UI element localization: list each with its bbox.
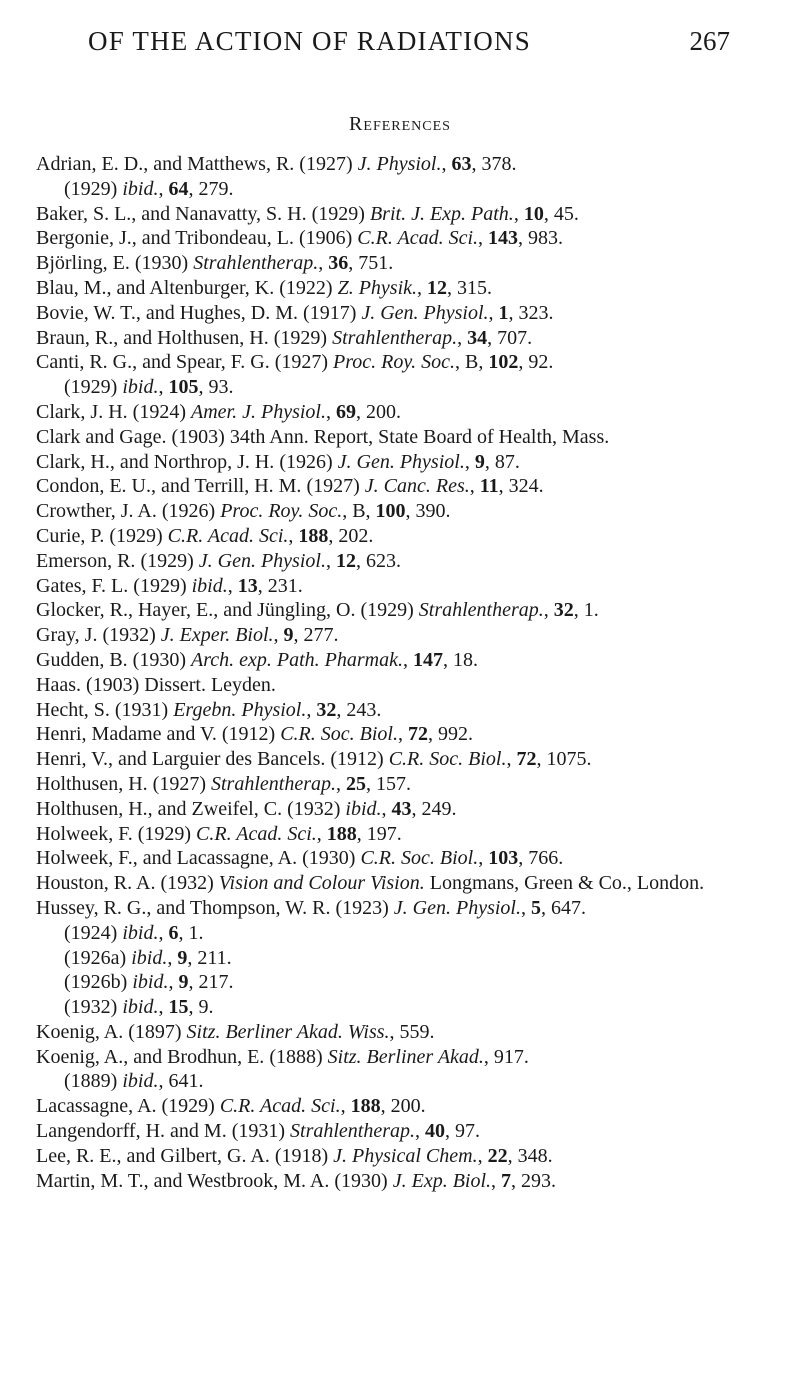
- reference-year: (1929): [140, 549, 194, 572]
- reference-entry: Haas. (1903) Dissert. Leyden.: [36, 673, 276, 696]
- reference-year: (1927): [274, 351, 329, 374]
- reference-volume: 32: [553, 599, 574, 622]
- reference-year: (1888): [269, 1045, 323, 1068]
- reference-year: (1912): [221, 723, 276, 746]
- reference-author: Canti, R. G., and Spear, F. G.: [36, 351, 270, 374]
- reference-journal: Proc. Roy. Soc.: [333, 351, 456, 374]
- page-number: 267: [689, 26, 730, 56]
- reference-entry: Holweek, F., and Lacassagne, A. (1930) C.R. Soc. Biol., 103, 766.: [36, 847, 564, 870]
- reference-year: (1929): [161, 1095, 215, 1118]
- reference-year: (1927): [306, 475, 360, 498]
- reference-author: Emerson, R.: [36, 549, 136, 572]
- reference-year: (1918): [274, 1144, 329, 1167]
- reference-year: (1926b): [64, 971, 128, 994]
- reference-entry: (1926a) ibid., 9, 211.: [64, 946, 232, 969]
- reference-journal: J. Exp. Biol.: [392, 1169, 492, 1192]
- reference-entry: Condon, E. U., and Terrill, H. M. (1927) J. Canc. Res., 11, 324.: [36, 475, 544, 498]
- reference-journal: J. Gen. Physiol.: [361, 301, 489, 324]
- reference-entry: Hecht, S. (1931) Ergebn. Physiol., 32, 243.: [36, 698, 382, 721]
- reference-volume: 143: [488, 227, 519, 250]
- reference-journal: ibid.: [191, 574, 228, 597]
- reference-entry: Martin, M. T., and Westbrook, M. A. (1930) J. Exp. Biol., 7, 293.: [36, 1169, 557, 1192]
- reference-author: Baker, S. L., and Nanavatty, S. H.: [36, 202, 307, 225]
- reference-year: (1923): [335, 896, 389, 919]
- reference-entry: Canti, R. G., and Spear, F. G. (1927) Proc. Roy. Soc., B, 102, 92.: [36, 351, 554, 374]
- reference-page: 324.: [508, 475, 544, 498]
- reference-author: Hecht, S.: [36, 698, 110, 721]
- reference-entry: (1926b) ibid., 9, 217.: [64, 971, 234, 994]
- reference-entry: Baker, S. L., and Nanavatty, S. H. (1929) Brit. J. Exp. Path., 10, 45.: [36, 202, 579, 225]
- reference-journal: J. Canc. Res.: [364, 475, 470, 498]
- reference-journal: ibid.: [122, 1070, 159, 1093]
- reference-page: 92.: [528, 351, 554, 374]
- reference-page: 751.: [358, 252, 394, 275]
- reference-year: (1932): [287, 797, 341, 820]
- reference-author: Curie, P.: [36, 524, 105, 547]
- reference-page: 641.: [168, 1070, 204, 1093]
- reference-volume: 43: [391, 797, 412, 820]
- reference-page: 97.: [455, 1120, 481, 1143]
- reference-page: 18.: [452, 648, 478, 671]
- reference-entry: (1924) ibid., 6, 1.: [64, 921, 204, 944]
- reference-volume: 12: [427, 276, 448, 299]
- reference-title: Vision and Colour Vision.: [218, 872, 425, 895]
- reference-year: (1930): [334, 1169, 388, 1192]
- reference-journal: J. Gen. Physiol.: [337, 450, 465, 473]
- reference-author: Gates, F. L.: [36, 574, 129, 597]
- reference-author: Björling, E.: [36, 252, 130, 275]
- reference-volume: 12: [335, 549, 356, 572]
- reference-page: 279.: [198, 177, 234, 200]
- reference-author: Clark, H., and Northrop, J. H.: [36, 450, 275, 473]
- reference-page: 623.: [365, 549, 401, 572]
- reference-year: (1897): [128, 1020, 182, 1043]
- reference-journal: Strahlentherap.: [211, 772, 336, 795]
- reference-year: (1929): [64, 376, 118, 399]
- reference-entry: Gates, F. L. (1929) ibid., 13, 231.: [36, 574, 303, 597]
- reference-entry: Langendorff, H. and M. (1931) Strahlentherap., 40, 97.: [36, 1120, 481, 1143]
- reference-journal: C.R. Soc. Biol.: [280, 723, 398, 746]
- reference-journal: C.R. Acad. Sci.: [196, 822, 317, 845]
- running-head: [0, 26, 800, 66]
- reference-entry: Bovie, W. T., and Hughes, D. M. (1917) J. Gen. Physiol., 1, 323.: [36, 301, 554, 324]
- reference-year: (1929): [137, 822, 192, 845]
- reference-entry: Clark and Gage. (1903) 34th Ann. Report, State Board of Health, Mass.: [36, 425, 610, 448]
- reference-entry: Clark, H., and Northrop, J. H. (1926) J. Gen. Physiol., 9, 87.: [36, 450, 520, 473]
- reference-page: 348.: [517, 1144, 553, 1167]
- reference-author: Martin, M. T., and Westbrook, M. A.: [36, 1169, 330, 1192]
- reference-journal: C.R. Soc. Biol.: [388, 748, 507, 771]
- reference-journal: ibid.: [131, 946, 168, 969]
- reference-year: (1930): [134, 252, 189, 275]
- reference-year: (1929): [109, 524, 163, 547]
- reference-page: 200.: [390, 1095, 426, 1118]
- reference-author: Koenig, A., and Brodhun, E.: [36, 1045, 265, 1068]
- reference-journal: Sitz. Berliner Akad.: [327, 1045, 484, 1068]
- reference-entry: Henri, V., and Larguier des Bancels. (1912) C.R. Soc. Biol., 72, 1075.: [36, 748, 592, 771]
- reference-year: (1926): [279, 450, 333, 473]
- reference-volume: 25: [346, 772, 366, 795]
- reference-volume: 103: [488, 847, 519, 870]
- reference-entry: Curie, P. (1929) C.R. Acad. Sci., 188, 202.: [36, 524, 374, 547]
- reference-volume: 11: [479, 475, 499, 498]
- reference-page: 93.: [208, 376, 234, 399]
- reference-page: 378.: [481, 153, 517, 175]
- reference-year: (1930): [302, 847, 356, 870]
- reference-entry: Holweek, F. (1929) C.R. Acad. Sci., 188, 197.: [36, 822, 402, 845]
- reference-journal: Ergebn. Physiol.: [173, 698, 307, 721]
- reference-volume: 105: [168, 376, 199, 399]
- reference-entry: (1932) ibid., 15, 9.: [64, 996, 214, 1019]
- reference-year: (1929): [311, 202, 365, 225]
- reference-year: (1926): [161, 500, 216, 523]
- reference-author: Henri, V., and Larguier des Bancels.: [36, 748, 326, 771]
- reference-entry: Holthusen, H. (1927) Strahlentherap., 25, 157.: [36, 772, 411, 795]
- reference-volume: 63: [451, 153, 472, 175]
- running-head-title: OF THE ACTION OF RADIATIONS: [88, 26, 531, 56]
- reference-journal: Proc. Roy. Soc.: [220, 500, 343, 523]
- reference-series: B,: [465, 351, 484, 374]
- reference-journal: J. Physiol.: [357, 153, 442, 175]
- reference-journal: ibid.: [122, 996, 159, 1019]
- reference-page: 707.: [497, 326, 533, 349]
- reference-author: Lee, R. E., and Gilbert, G. A.: [36, 1144, 270, 1167]
- reference-journal: Strahlentherap.: [193, 252, 319, 275]
- reference-volume: 22: [487, 1144, 508, 1167]
- reference-page: 917.: [493, 1045, 529, 1068]
- reference-volume: 10: [523, 202, 544, 225]
- reference-entry: Clark, J. H. (1924) Amer. J. Physiol., 69, 200.: [36, 400, 401, 423]
- reference-volume: 36: [328, 252, 349, 275]
- reference-journal: C.R. Acad. Sci.: [167, 524, 289, 547]
- reference-journal: ibid.: [132, 971, 169, 994]
- reference-year: (1931): [231, 1120, 286, 1143]
- reference-year: (1927): [152, 772, 206, 795]
- reference-author: Gudden, B.: [36, 648, 128, 671]
- reference-journal: Arch. exp. Path. Pharmak.: [191, 648, 403, 671]
- reference-author: Crowther, J. A.: [36, 500, 157, 523]
- reference-journal: J. Gen. Physiol.: [198, 549, 326, 572]
- reference-entry: Adrian, E. D., and Matthews, R. (1927) J. Physiol., 63, 378.: [36, 153, 517, 175]
- reference-journal: ibid.: [122, 921, 159, 944]
- reference-volume: 40: [425, 1120, 446, 1143]
- reference-journal: ibid.: [122, 376, 159, 399]
- reference-volume: 100: [375, 500, 406, 523]
- reference-page: 766.: [528, 847, 564, 870]
- reference-year: (1929): [360, 599, 414, 622]
- reference-author: Hussey, R. G., and Thompson, W. R.: [36, 896, 331, 919]
- reference-author: Bergonie, J., and Tribondeau, L.: [36, 227, 294, 250]
- reference-volume: 32: [316, 698, 337, 721]
- reference-author: Holweek, F.: [36, 822, 133, 845]
- reference-page: 211.: [197, 946, 232, 969]
- reference-year: (1922): [279, 276, 333, 299]
- reference-volume: 72: [516, 748, 537, 771]
- reference-entry: Gudden, B. (1930) Arch. exp. Path. Pharmak., 147, 18.: [36, 648, 478, 671]
- reference-page: 231.: [267, 574, 303, 597]
- reference-author: Clark, J. H.: [36, 400, 128, 423]
- reference-volume: 1: [498, 301, 509, 324]
- section-title: References: [349, 113, 451, 135]
- reference-entry: Koenig, A., and Brodhun, E. (1888) Sitz. Berliner Akad., 917.: [36, 1045, 529, 1068]
- reference-page: 249.: [421, 797, 457, 820]
- reference-author: Holthusen, H., and Zweifel, C.: [36, 797, 283, 820]
- reference-page: 277.: [303, 624, 339, 647]
- reference-volume: 9: [178, 971, 189, 994]
- reference-entry: Bergonie, J., and Tribondeau, L. (1906) C.R. Acad. Sci., 143, 983.: [36, 227, 564, 250]
- reference-year: (1932): [102, 624, 156, 647]
- reference-entry: Lee, R. E., and Gilbert, G. A. (1918) J. Physical Chem., 22, 348.: [36, 1144, 553, 1167]
- reference-journal: Strahlentherap.: [418, 599, 544, 622]
- reference-year: (1930): [132, 648, 186, 671]
- reference-journal: Strahlentherap.: [290, 1120, 416, 1143]
- reference-year: (1926a): [64, 946, 127, 969]
- reference-entry: (1929) ibid., 105, 93.: [64, 376, 234, 399]
- reference-volume: 9: [474, 450, 485, 473]
- reference-entry: Henri, Madame and V. (1912) C.R. Soc. Biol., 72, 992.: [36, 723, 473, 746]
- reference-volume: 6: [168, 921, 179, 944]
- reference-entry: Glocker, R., Hayer, E., and Jüngling, O. (1929) Strahlentherap., 32, 1.: [36, 599, 599, 622]
- reference-entry: Björling, E. (1930) Strahlentherap., 36, 751.: [36, 252, 394, 275]
- reference-year: (1906): [298, 227, 353, 250]
- reference-author: Langendorff, H. and M.: [36, 1120, 227, 1143]
- reference-volume: 69: [335, 400, 356, 423]
- reference-journal: J. Physical Chem.: [333, 1144, 478, 1167]
- reference-volume: 188: [350, 1095, 381, 1118]
- reference-entry: Lacassagne, A. (1929) C.R. Acad. Sci., 188, 200.: [36, 1095, 426, 1118]
- reference-page: 243.: [346, 698, 382, 721]
- reference-journal: ibid.: [345, 797, 382, 820]
- reference-journal: J. Gen. Physiol.: [393, 896, 521, 919]
- reference-page: 992.: [437, 723, 473, 746]
- reference-entry: Houston, R. A. (1932) Vision and Colour Vision. Longmans, Green & Co., London.: [36, 872, 705, 895]
- reference-year: (1931): [114, 698, 169, 721]
- reference-author: Holweek, F., and Lacassagne, A.: [36, 847, 298, 870]
- reference-entry: Gray, J. (1932) J. Exper. Biol., 9, 277.: [36, 624, 339, 647]
- reference-entry: (1929) ibid., 64, 279.: [64, 177, 234, 200]
- reference-journal: Z. Physik.: [337, 276, 418, 299]
- reference-journal: Sitz. Berliner Akad. Wiss.: [186, 1020, 390, 1043]
- reference-volume: 64: [168, 177, 189, 200]
- reference-entry: Braun, R., and Holthusen, H. (1929) Strahlentherap., 34, 707.: [36, 326, 533, 349]
- reference-author: Koenig, A.: [36, 1020, 124, 1043]
- reference-author: Adrian, E. D., and Matthews, R.: [36, 153, 295, 175]
- reference-page: 200.: [365, 400, 401, 423]
- reference-entry: Holthusen, H., and Zweifel, C. (1932) ibid., 43, 249.: [36, 797, 457, 820]
- reference-page: 87.: [494, 450, 520, 473]
- reference-author: Bovie, W. T., and Hughes, D. M.: [36, 301, 299, 324]
- reference-page: 9.: [198, 996, 214, 1019]
- reference-author: Henri, Madame and V.: [36, 723, 217, 746]
- reference-volume: 72: [407, 723, 428, 746]
- reference-year: (1927): [299, 153, 353, 175]
- reference-year: (1889): [64, 1070, 118, 1093]
- reference-journal: ibid.: [122, 177, 159, 200]
- reference-page: 202.: [338, 524, 374, 547]
- reference-page: 293.: [521, 1169, 557, 1192]
- reference-journal: C.R. Acad. Sci.: [219, 1095, 341, 1118]
- reference-year: (1929): [133, 574, 187, 597]
- reference-year: (1917): [303, 301, 357, 324]
- reference-volume: 15: [168, 996, 189, 1019]
- reference-year: (1929): [273, 326, 328, 349]
- reference-entry: Koenig, A. (1897) Sitz. Berliner Akad. Wiss., 559.: [36, 1020, 435, 1043]
- reference-author: Braun, R., and Holthusen, H.: [36, 326, 269, 349]
- reference-page: 197.: [366, 822, 402, 845]
- reference-entry: (1889) ibid., 641.: [64, 1070, 204, 1093]
- reference-volume: 34: [467, 326, 488, 349]
- reference-volume: 5: [530, 896, 541, 919]
- reference-volume: 9: [283, 624, 294, 647]
- reference-journal: Brit. J. Exp. Path.: [369, 202, 514, 225]
- reference-volume: 9: [177, 946, 188, 969]
- reference-volume: 13: [237, 574, 258, 597]
- reference-author: Blau, M., and Altenburger, K.: [36, 276, 275, 299]
- reference-year: (1929): [64, 177, 118, 200]
- reference-journal: C.R. Soc. Biol.: [360, 847, 479, 870]
- reference-entry: Crowther, J. A. (1926) Proc. Roy. Soc., B, 100, 390.: [36, 500, 451, 523]
- reference-volume: 147: [412, 648, 443, 671]
- reference-page: 647.: [550, 896, 586, 919]
- reference-page: 390.: [415, 500, 451, 523]
- reference-entry: Emerson, R. (1929) J. Gen. Physiol., 12, 623.: [36, 549, 401, 572]
- reference-page: 1.: [583, 599, 599, 622]
- reference-entry: Hussey, R. G., and Thompson, W. R. (1923) J. Gen. Physiol., 5, 647.: [36, 896, 586, 919]
- reference-volume: 7: [501, 1169, 512, 1192]
- reference-volume: 102: [488, 351, 519, 374]
- reference-page: 157.: [376, 772, 411, 795]
- reference-author: Holthusen, H.: [36, 772, 148, 795]
- reference-page: 1.: [188, 921, 204, 944]
- reference-author: Glocker, R., Hayer, E., and Jüngling, O.: [36, 599, 356, 622]
- reference-page: 315.: [457, 276, 493, 299]
- reference-author: Condon, E. U., and Terrill, H. M.: [36, 475, 302, 498]
- reference-author: Gray, J.: [36, 624, 98, 647]
- reference-year: (1912): [330, 748, 384, 771]
- reference-page: 983.: [528, 227, 564, 250]
- reference-journal: Amer. J. Physiol.: [191, 400, 326, 423]
- reference-journal: J. Exper. Biol.: [160, 624, 274, 647]
- reference-page: 323.: [518, 301, 554, 324]
- reference-year: (1932): [64, 996, 118, 1019]
- reference-year: (1924): [132, 400, 186, 423]
- reference-page: 217.: [198, 971, 234, 994]
- reference-volume: 188: [298, 524, 329, 547]
- reference-list: [36, 152, 780, 1193]
- reference-page: 45.: [553, 202, 579, 225]
- reference-volume: 188: [326, 822, 357, 845]
- reference-entry: Blau, M., and Altenburger, K. (1922) Z. Physik., 12, 315.: [36, 276, 493, 299]
- reference-page: 1075.: [546, 748, 592, 771]
- reference-page: 559.: [399, 1020, 435, 1043]
- reference-year: (1924): [64, 921, 118, 944]
- reference-author: Lacassagne, A.: [36, 1095, 157, 1118]
- reference-journal: C.R. Acad. Sci.: [357, 227, 479, 250]
- reference-series: B,: [352, 500, 371, 523]
- reference-journal: Strahlentherap.: [332, 326, 458, 349]
